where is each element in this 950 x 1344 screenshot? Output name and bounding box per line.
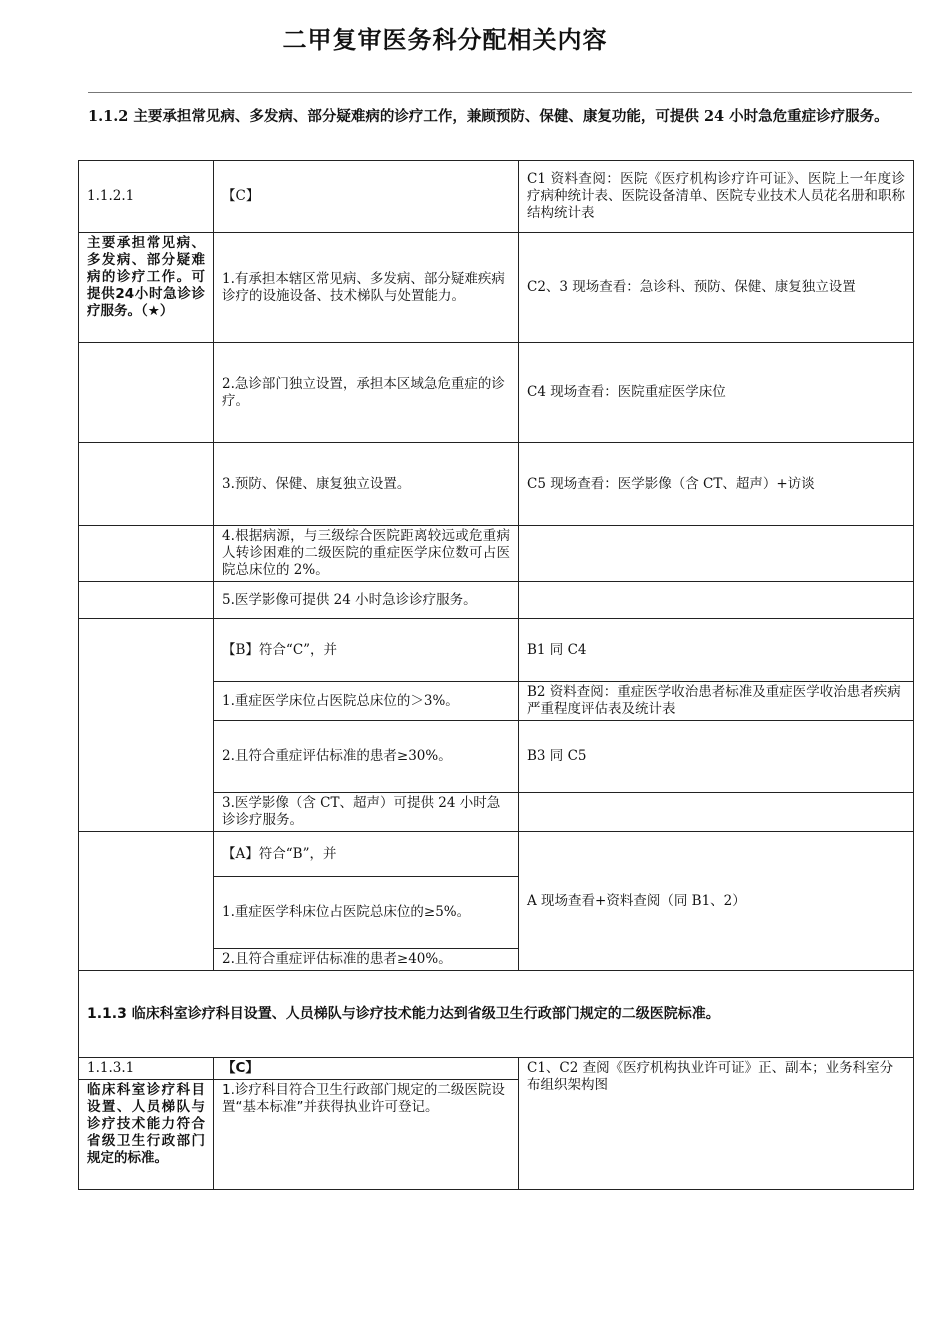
check-b2: B2 资料查阅：重症医学收治患者标准及重症医学收治患者疾病严重程度评估表及统计表 [519,682,914,721]
standard-1-1-2-heading: 1.1.2 主要承担常见病、多发病、部分疑难病的诊疗工作，兼顾预防、保健、康复功能，可提供 24 小时急危重症诊疗服务。 [88,108,889,125]
table-row [79,1058,914,1080]
criterion-c-4: 4.根据病源，与三级综合医院距离较远或危重病人转诊困难的二级医院的重症医学床位数可占医院总床位的 2%。 [214,526,519,582]
check-c5: C5 现场查看：医学影像（含 CT、超声）+访谈 [519,443,914,526]
table-row [79,233,914,343]
criterion-c-5: 5.医学影像可提供 24 小时急诊诊疗服务。 [214,582,519,619]
table-row [79,526,914,582]
table-row [79,582,914,619]
item-description: 临床科室诊疗科目设置、人员梯队与诊疗技术能力符合省级卫生行政部门规定的标准。 [79,1080,214,1190]
level-b-label: 【B】符合“C”，并 [214,619,519,682]
item-code: 1.1.2.1 [79,161,214,233]
check-c1: C1 资料查阅：医院《医疗机构诊疗许可证》、医院上一年度诊疗病种统计表、医院设备清单、医院专业技术人员花名册和职称结构统计表 [519,161,914,233]
criterion-a-2: 2.且符合重症评估标准的患者≥40%。 [214,949,519,971]
criterion-a-1: 1.重症医学科床位占医院总床位的≥5%。 [214,877,519,949]
criterion-b-1: 1.重症医学床位占医院总床位的＞3%。 [214,682,519,721]
criterion-c-3: 3.预防、保健、康复独立设置。 [214,443,519,526]
document-title: 二甲复审医务科分配相关内容 [282,26,608,54]
level-a-label: 【A】符合“B”，并 [214,832,519,877]
check-c2-c3: C2、3 现场查看：急诊科、预防、保健、康复独立设置 [519,233,914,343]
level-c-label: 【C】 [214,161,519,233]
criterion-c-1: 1.有承担本辖区常见病、多发病、部分疑难疾病诊疗的设施设备、技术梯队与处置能力。 [214,233,519,343]
table-row [79,343,914,443]
table-row [79,619,914,682]
standard-1-1-3-heading: 1.1.3 临床科室诊疗科目设置、人员梯队与诊疗技术能力达到省级卫生行政部门规定的二级医院标准。 [79,971,914,1058]
criterion-b-3: 3.医学影像（含 CT、超声）可提供 24 小时急诊诊疗服务。 [214,793,519,832]
criterion-b-2: 2.且符合重症评估标准的患者≥30%。 [214,721,519,793]
table-row [79,971,914,1058]
table-row [79,161,914,233]
check-c4: C4 现场查看：医院重症医学床位 [519,343,914,443]
table-row [79,443,914,526]
check-b3: B3 同 C5 [519,721,914,793]
check-c1-c2: C1、C2 查阅《医疗机构执业许可证》正、副本；业务科室分布组织架构图 [519,1058,914,1190]
check-a: A 现场查看+资料查阅（同 B1、2） [519,832,914,971]
item-code: 1.1.3.1 [79,1058,214,1080]
criterion-c-2: 2.急诊部门独立设置，承担本区域急危重症的诊疗。 [214,343,519,443]
item-description: 主要承担常见病、多发病、部分疑难病的诊疗工作。可提供24小时急诊诊疗服务。（★） [79,233,214,343]
criterion-c-1: 1.诊疗科目符合卫生行政部门规定的二级医院设置“基本标准”并获得执业许可登记。 [214,1080,519,1190]
level-c-label: 【C】 [214,1058,519,1080]
review-table [78,160,914,1190]
table-row [79,832,914,877]
check-b1: B1 同 C4 [519,619,914,682]
title-divider [88,92,912,93]
